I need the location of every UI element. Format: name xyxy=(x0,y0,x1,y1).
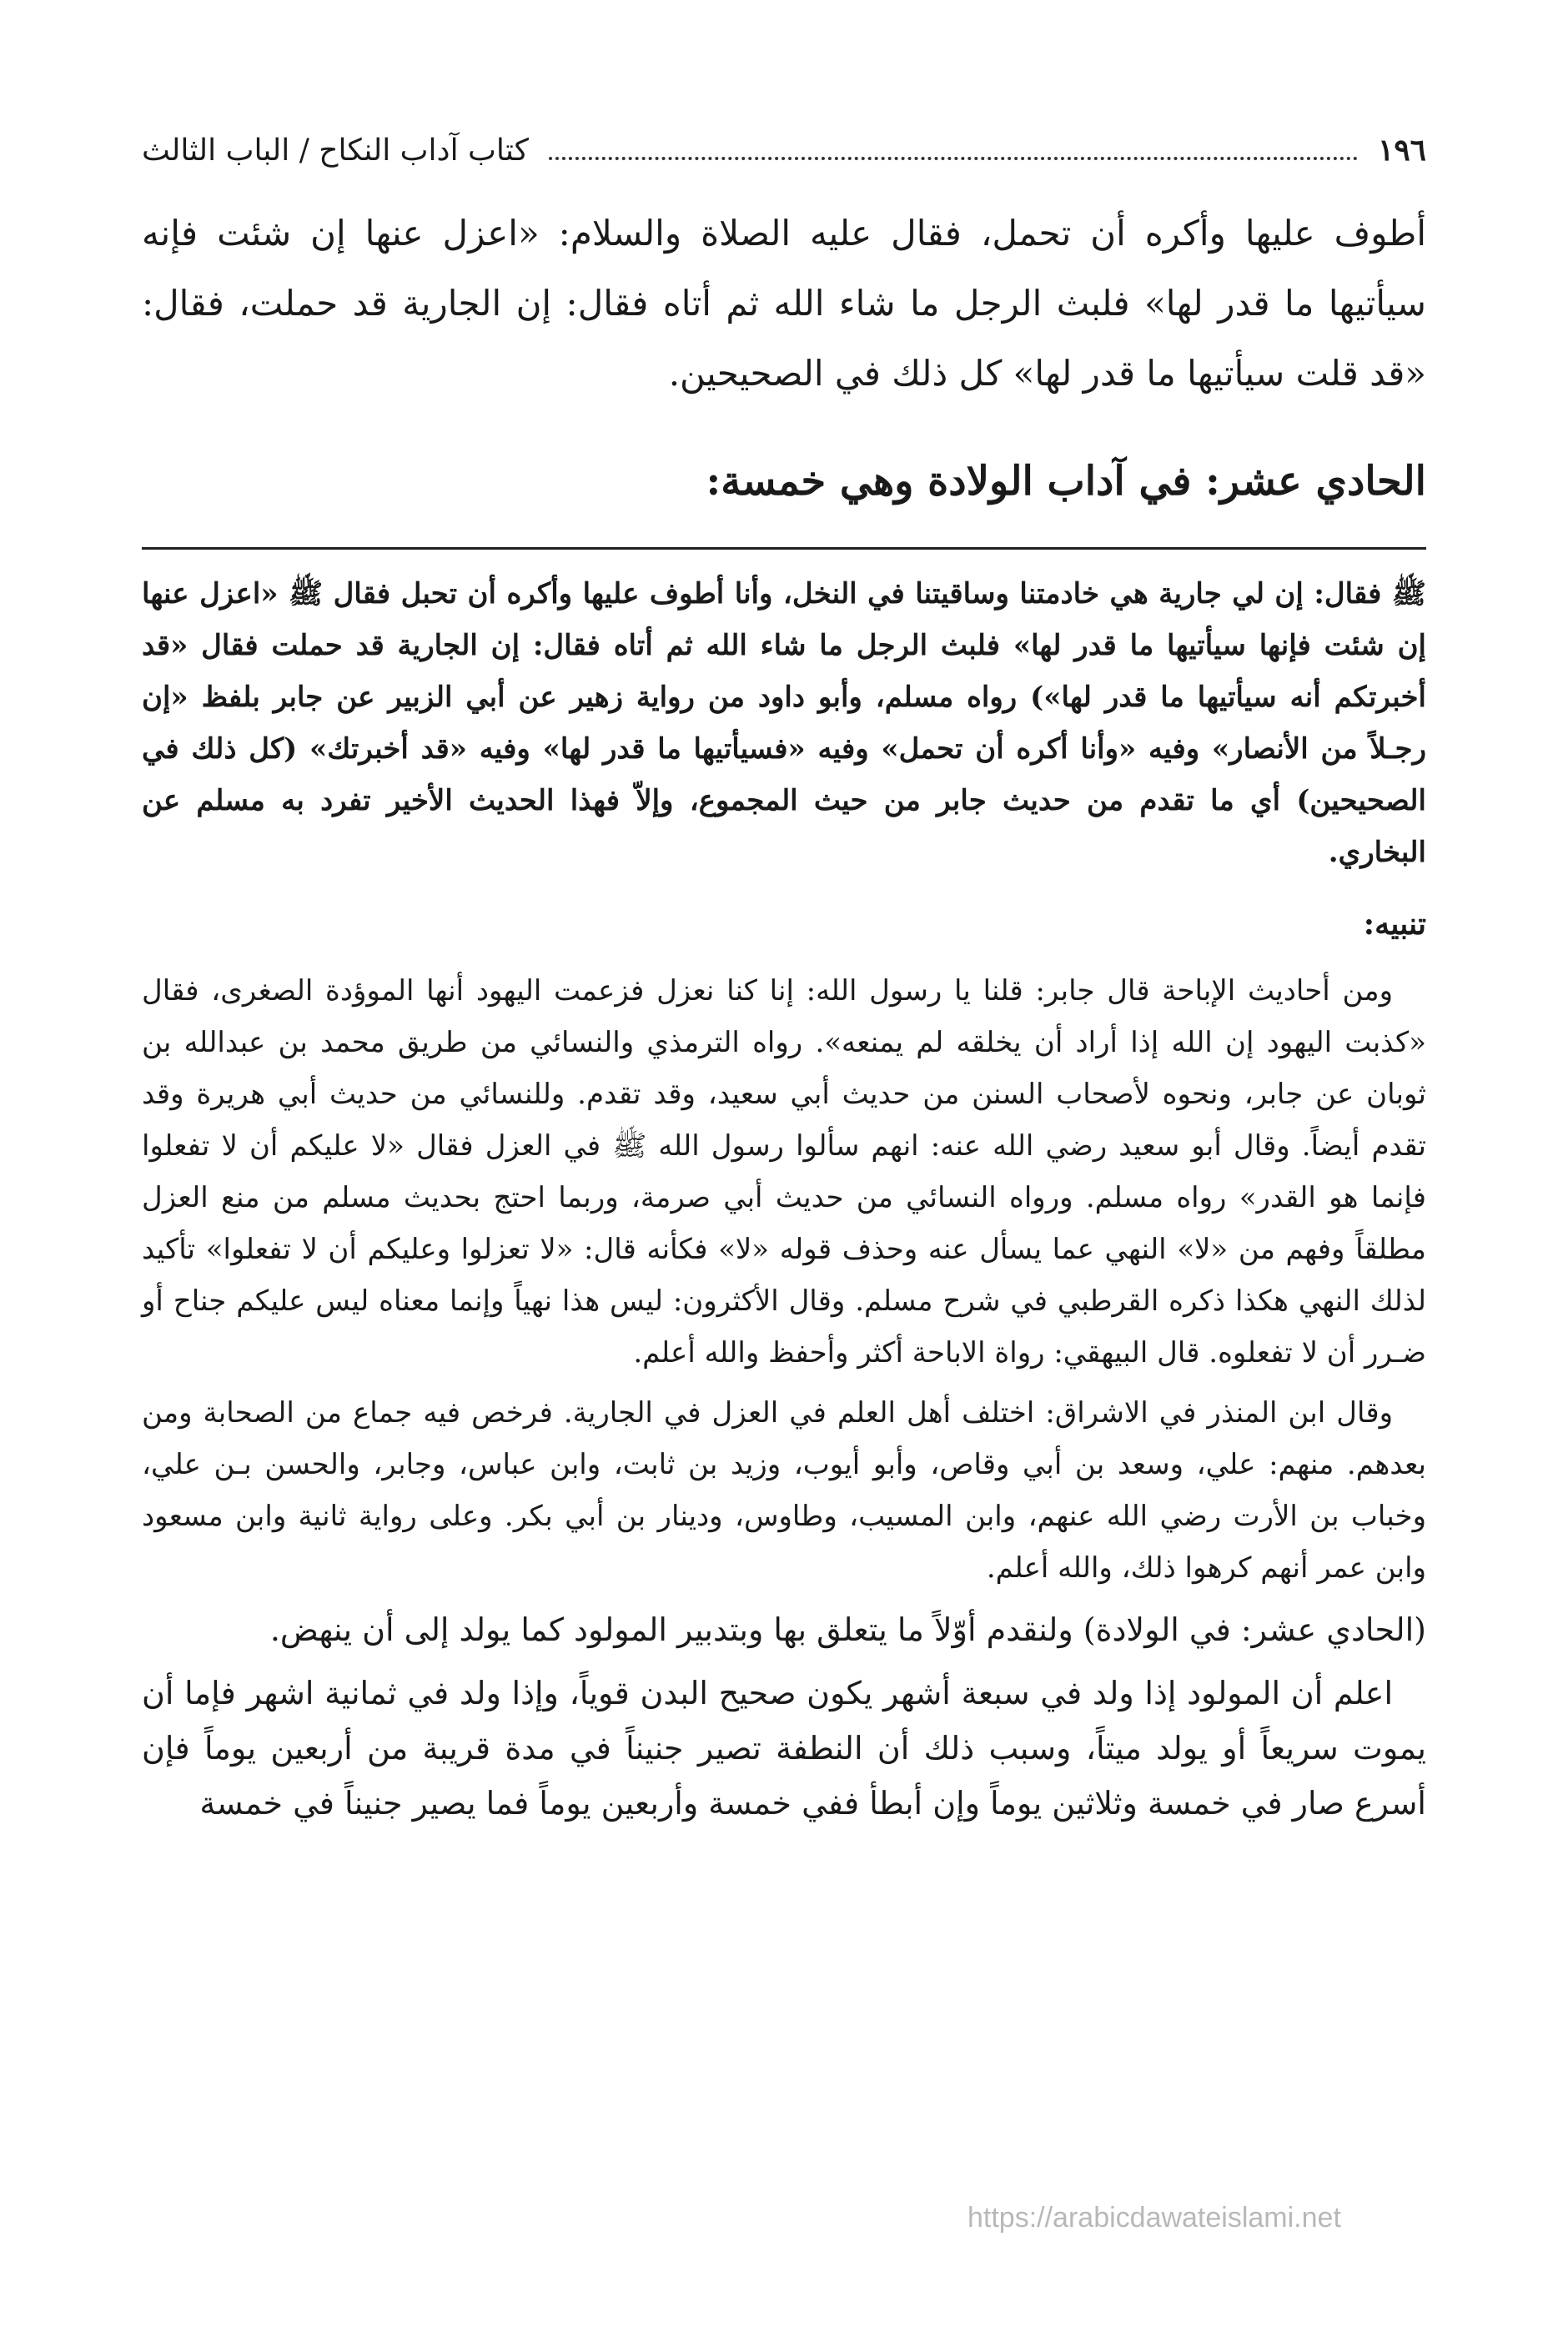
sharh-paragraph-2: ومن أحاديث الإباحة قال جابر: قلنا يا رسول الله: إنا كنا نعزل فزعمت اليهود أنها الموؤدة الصغرى، فقال «كذبت اليهود إن الله إذا أراد أن يخلقه لم يمنعه». رواه الترمذي والنسائي من طريق محمد بن عبدالله بن ثوبان عن جابر، ونحوه لأصحاب السنن من حديث أبي سعيد، وقد تقدم. وللنسائي من حديث أبي هريرة وقد تقدم أيضاً. وقال أبو سعيد رضي الله عنه: انهم سألوا رسول الله ﷺ في العزل فقال «لا عليكم أن لا تفعلوا فإنما هو القدر» رواه مسلم. ورواه النسائي من حديث أبي صرمة، وربما احتج بحديث مسلم من منع العزل مطلقاً وفهم من «لا» النهي عما يسأل عنه وحذف قوله «لا» فكأنه قال: «لا تعزلوا وعليكم أن لا تفعلوا» تأكيد لذلك النهي هكذا ذكره القرطبي في شرح مسلم. وقال الأكثرون: ليس هذا نهياً وإنما معناه ليس عليكم جناح أو ضـرر أن لا تفعلوه. قال البيهقي: رواة الاباحة أكثر وأحفظ والله أعلم. xyxy=(142,974,1426,1370)
matn-paragraph: أطوف عليها وأكره أن تحمل، فقال عليه الصلاة والسلام: «اعزل عنها إن شئت فإنه سيأتيها ما قدر لها» فلبث الرجل ما شاء الله ثم أتاه فقال: إن الجارية قد حملت، فقال: «قد قلت سيأتيها ما قدر لها» كل ذلك في الصحيحين. xyxy=(142,213,1426,394)
sharh-paragraph-4: (الحادي عشر: في الولادة) ولنقدم أوّلاً ما يتعلق بها وبتدبير المولود كما يولد إلى أن ينهض. xyxy=(269,1611,1426,1648)
sharh-paragraph-3: وقال ابن المنذر في الاشراق: اختلف أهل العلم في العزل في الجارية. فرخص فيه جماع من الصحابة ومن بعدهم. منهم: علي، وسعد بن أبي وقاص، وأبو أيوب، وزيد بن ثابت، وابن عباس، وجابر، والحسن بـن علي، وخباب بن الأرت رضي الله عنهم، وابن المسيب، وطاوس، ودينار بن أبي بكر. وعلى رواية ثانية وابن مسعود وابن عمر أنهم كرهوا ذلك، والله أعلم. xyxy=(142,1396,1426,1585)
source-watermark: https://arabicdawateislami.net xyxy=(967,2202,1341,2234)
tanbih-heading: تنبيه: xyxy=(1363,907,1426,942)
book-page xyxy=(142,125,1426,1839)
sharh-paragraph-5: اعلم أن المولود إذا ولد في سبعة أشهر يكون صحيح البدن قوياً، وإذا ولد في ثمانية اشهر فإما أن يموت سريعاً أو يولد ميتاً، وسبب ذلك أن النطفة تصير جنيناً في مدة قريبة من أربعين يوماً فإن أسرع صار في خمسة وثلاثين يوماً وإن أبطأ ففي خمسة وأربعين يوماً فما يصير جنيناً في خمسة xyxy=(142,1675,1426,1822)
page-number: ١٩٦ xyxy=(1377,133,1426,168)
sharh-paragraph-1: ﷺ فقال: إن لي جارية هي خادمتنا وساقيتنا في النخل، وأنا أطوف عليها وأكره أن تحبل فقال ﷺ «اعزل عنها إن شئت فإنها سيأتيها ما قدر لها» فلبث الرجل ما شاء الله ثم أتاه فقال: إن الجارية قد حملت فقال «قد أخبرتكم أنه سيأتيها ما قدر لها») رواه مسلم، وأبو داود من رواية زهير عن أبي الزبير عن جابر بلفظ «إن رجـلاً من الأنصار» وفيه «وأنا أكره أن تحمل» وفيه «فسيأتيها ما قدر لها» وفيه «قد أخبرتك» (كل ذلك في الصحيحين) أي ما تقدم من حديث جابر من حيث المجموع، وإلاّ فهذا الحديث الأخير تفرد به مسلم عن البخاري. xyxy=(142,577,1426,869)
matn-sharh-divider xyxy=(142,547,1426,550)
running-header xyxy=(142,125,1426,183)
running-title: كتاب آداب النكاح / الباب الثالث xyxy=(142,133,529,168)
section-heading: الحادي عشر: في آداب الولادة وهي خمسة: xyxy=(706,458,1426,505)
header-dotted-leader xyxy=(549,157,1358,160)
